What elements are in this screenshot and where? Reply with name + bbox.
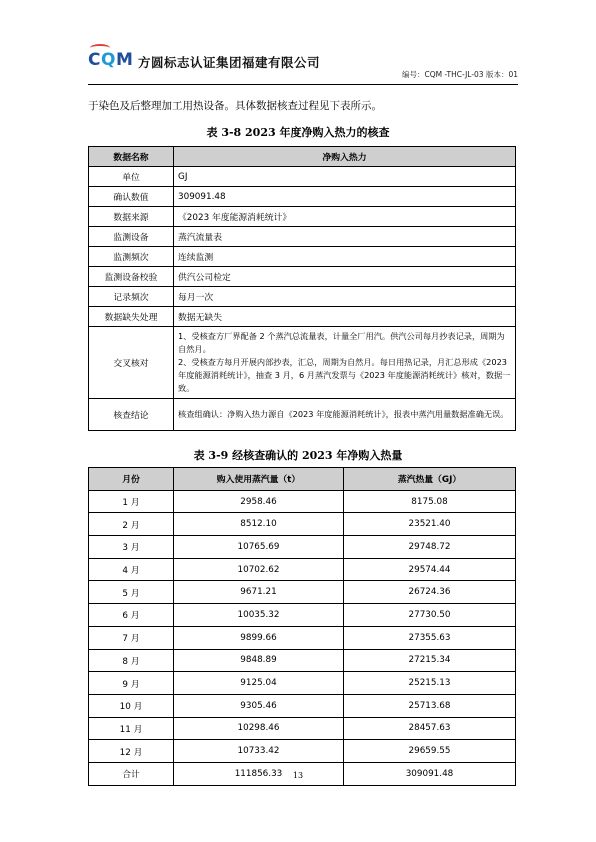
header-divider bbox=[88, 84, 518, 85]
conclusion-row bbox=[89, 399, 516, 431]
header-purchased-heat: 净购入热力 bbox=[174, 147, 516, 167]
table-row bbox=[89, 287, 516, 307]
heat-cell: 29574.44 bbox=[344, 558, 516, 581]
document-number: 编号：CQM -THC-JL-03 版本：01 bbox=[401, 70, 518, 79]
cross-check-row bbox=[89, 327, 516, 399]
row-value: 每月一次 bbox=[174, 287, 516, 307]
steam-cell: 10765.69 bbox=[174, 536, 344, 559]
row-label: 数据来源 bbox=[89, 207, 174, 227]
heat-cell: 26724.36 bbox=[344, 581, 516, 604]
table-row bbox=[89, 558, 516, 581]
table-row bbox=[89, 247, 516, 267]
row-label: 交叉核对 bbox=[89, 327, 174, 399]
heat-cell: 8175.08 bbox=[344, 490, 516, 513]
row-label: 监测频次 bbox=[89, 247, 174, 267]
row-value: 《2023 年度能源消耗统计》 bbox=[174, 207, 516, 227]
month-cell: 1 月 bbox=[89, 490, 174, 513]
conclusion-text: 核查组确认：净购入热力源自《2023 年度能源消耗统计》，报表中蒸汽用量数据准确无误。 bbox=[174, 399, 516, 431]
table-row bbox=[89, 604, 516, 627]
steam-cell: 10702.62 bbox=[174, 558, 344, 581]
row-label: 确认数值 bbox=[89, 187, 174, 207]
row-label: 监测设备校验 bbox=[89, 267, 174, 287]
heat-cell: 25215.13 bbox=[344, 672, 516, 695]
table-row bbox=[89, 649, 516, 672]
row-value: 供汽公司检定 bbox=[174, 267, 516, 287]
table-header-row bbox=[89, 468, 516, 491]
cqm-logo: CQM bbox=[88, 50, 134, 70]
table-row bbox=[89, 672, 516, 695]
month-cell: 8 月 bbox=[89, 649, 174, 672]
row-value: 连续监测 bbox=[174, 247, 516, 267]
company-name: 方圆标志认证集团福建有限公司 bbox=[138, 55, 321, 70]
row-label: 核查结论 bbox=[89, 399, 174, 431]
heat-cell: 29659.55 bbox=[344, 740, 516, 763]
table-row bbox=[89, 717, 516, 740]
steam-cell: 9899.66 bbox=[174, 626, 344, 649]
total-label-cell: 合计 bbox=[89, 762, 174, 785]
month-cell: 5 月 bbox=[89, 581, 174, 604]
table-row bbox=[89, 581, 516, 604]
steam-cell: 9671.21 bbox=[174, 581, 344, 604]
page-number: 13 bbox=[292, 771, 304, 780]
steam-cell: 9848.89 bbox=[174, 649, 344, 672]
heat-cell: 27730.50 bbox=[344, 604, 516, 627]
total-steam-cell: 111856.33 bbox=[174, 762, 344, 785]
header-steam-quantity: 购入使用蒸汽量（t） bbox=[174, 468, 344, 491]
monthly-heat-table bbox=[88, 467, 516, 786]
row-label: 监测设备 bbox=[89, 227, 174, 247]
month-cell: 11 月 bbox=[89, 717, 174, 740]
month-cell: 6 月 bbox=[89, 604, 174, 627]
steam-cell: 8512.10 bbox=[174, 513, 344, 536]
heat-cell: 28457.63 bbox=[344, 717, 516, 740]
purchased-heat-verification-table bbox=[88, 146, 516, 431]
table2-caption: 表 3-9 经核查确认的 2023 年净购入热量 bbox=[193, 449, 403, 462]
steam-cell: 10298.46 bbox=[174, 717, 344, 740]
row-value: 数据无缺失 bbox=[174, 307, 516, 327]
table-row bbox=[89, 267, 516, 287]
table-row bbox=[89, 187, 516, 207]
steam-cell: 9125.04 bbox=[174, 672, 344, 695]
row-label: 数据缺失处理 bbox=[89, 307, 174, 327]
cross-check-line-2: 2、受核查方每月开展内部抄表，汇总，周期为自然月。每日用热记录，月汇总形成《2023 年度能源消耗统计》，抽查 3 月，6 月蒸汽发票与《2023 年度能源消耗统计》核对，数据一致。 bbox=[178, 357, 511, 393]
table-row bbox=[89, 740, 516, 763]
steam-cell: 9305.46 bbox=[174, 694, 344, 717]
row-value: 309091.48 bbox=[174, 187, 516, 207]
steam-cell: 2958.46 bbox=[174, 490, 344, 513]
row-label: 记录频次 bbox=[89, 287, 174, 307]
month-cell: 2 月 bbox=[89, 513, 174, 536]
table-row bbox=[89, 536, 516, 559]
month-cell: 4 月 bbox=[89, 558, 174, 581]
row-value: 蒸汽流量表 bbox=[174, 227, 516, 247]
steam-cell: 10035.32 bbox=[174, 604, 344, 627]
table-row bbox=[89, 694, 516, 717]
header-steam-heat: 蒸汽热量（GJ） bbox=[344, 468, 516, 491]
header-data-name: 数据名称 bbox=[89, 147, 174, 167]
table-row bbox=[89, 513, 516, 536]
heat-cell: 27215.34 bbox=[344, 649, 516, 672]
table-header-row bbox=[89, 147, 516, 167]
table1-caption: 表 3-8 2023 年度净购入热力的核查 bbox=[206, 126, 390, 139]
cross-check-line-1: 1、受核查方厂界配备 2 个蒸汽总流量表，计量全厂用汽。供汽公司每月抄表记录，周期为自然月。 bbox=[178, 331, 505, 354]
month-cell: 12 月 bbox=[89, 740, 174, 763]
row-label: 单位 bbox=[89, 167, 174, 187]
table-row bbox=[89, 490, 516, 513]
table-row bbox=[89, 167, 516, 187]
month-cell: 7 月 bbox=[89, 626, 174, 649]
month-cell: 9 月 bbox=[89, 672, 174, 695]
table-row bbox=[89, 207, 516, 227]
table-row bbox=[89, 227, 516, 247]
cross-check-text bbox=[174, 327, 516, 399]
month-cell: 10 月 bbox=[89, 694, 174, 717]
page-header bbox=[88, 42, 518, 84]
heat-cell: 23521.40 bbox=[344, 513, 516, 536]
table-row bbox=[89, 307, 516, 327]
intro-paragraph: 于染色及后整理加工用热设备。具体数据核查过程见下表所示。 bbox=[88, 100, 382, 112]
month-cell: 3 月 bbox=[89, 536, 174, 559]
total-heat-cell: 309091.48 bbox=[344, 762, 516, 785]
heat-cell: 25713.68 bbox=[344, 694, 516, 717]
header-month: 月份 bbox=[89, 468, 174, 491]
table-row bbox=[89, 626, 516, 649]
steam-cell: 10733.42 bbox=[174, 740, 344, 763]
heat-cell: 27355.63 bbox=[344, 626, 516, 649]
row-value: GJ bbox=[174, 167, 516, 187]
heat-cell: 29748.72 bbox=[344, 536, 516, 559]
